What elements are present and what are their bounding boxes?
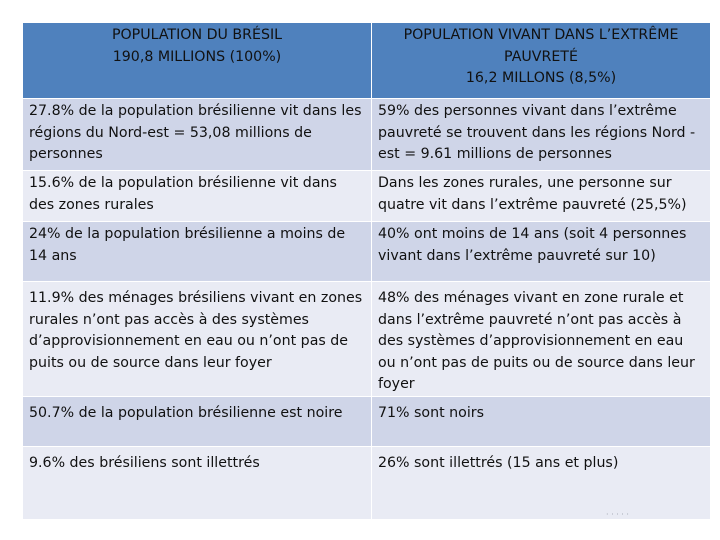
footer-mark: · · · · ·	[606, 512, 629, 518]
header-line: 16,2 MILLONS (8,5%)	[465, 70, 617, 86]
cell-poverty: 48% des ménages vivant en zone rurale et dans l’extrême pauvreté n’ont pas accès à des systèmes d’approvisionnement en eau ou n’ont pas de puits ou de source dans leur foyer	[372, 282, 711, 397]
cell-brazil: 50.7% de la population brésilienne est noire	[23, 396, 372, 446]
header-line: POPULATION VIVANT DANS L’EXTRÊME	[403, 27, 679, 43]
table-row	[23, 99, 711, 171]
header-line: 190,8 MILLIONS (100%)	[112, 48, 282, 65]
cell-brazil: 9.6% des brésiliens sont illettrés	[23, 446, 372, 519]
table-row	[23, 222, 711, 282]
cell-poverty: 40% ont moins de 14 ans (soit 4 personnes vivant dans l’extrême pauvreté sur 10)	[372, 222, 711, 282]
table-header-row	[23, 23, 711, 99]
cell-poverty: 26% sont illettrés (15 ans et plus)	[372, 446, 711, 519]
table-row	[23, 396, 711, 446]
table-row	[23, 446, 711, 519]
cell-brazil: 11.9% des ménages brésiliens vivant en zones rurales n’ont pas accès à des systèmes d’approvisionnement en eau ou n’ont pas de puits ou de source dans leur foyer	[23, 282, 372, 397]
comparison-table	[22, 22, 711, 520]
cell-poverty: 71% sont noirs	[372, 396, 711, 446]
cell-poverty: 59% des personnes vivant dans l’extrême pauvreté se trouvent dans les régions Nord -est = 9.61 millions de personnes	[372, 99, 711, 171]
header-extreme-poverty	[372, 23, 711, 99]
cell-brazil: 24% de la population brésilienne a moins de 14 ans	[23, 222, 372, 282]
header-brazil-population	[23, 23, 372, 99]
header-line: POPULATION DU BRÉSIL	[111, 27, 283, 43]
table-row	[23, 282, 711, 397]
cell-poverty: Dans les zones rurales, une personne sur quatre vit dans l’extrême pauvreté (25,5%)	[372, 171, 711, 222]
cell-brazil: 27.8% de la population brésilienne vit dans les régions du Nord-est = 53,08 millions de personnes	[23, 99, 372, 171]
header-line: PAUVRETÉ	[504, 48, 578, 65]
table-row	[23, 171, 711, 222]
cell-brazil: 15.6% de la population brésilienne vit dans des zones rurales	[23, 171, 372, 222]
